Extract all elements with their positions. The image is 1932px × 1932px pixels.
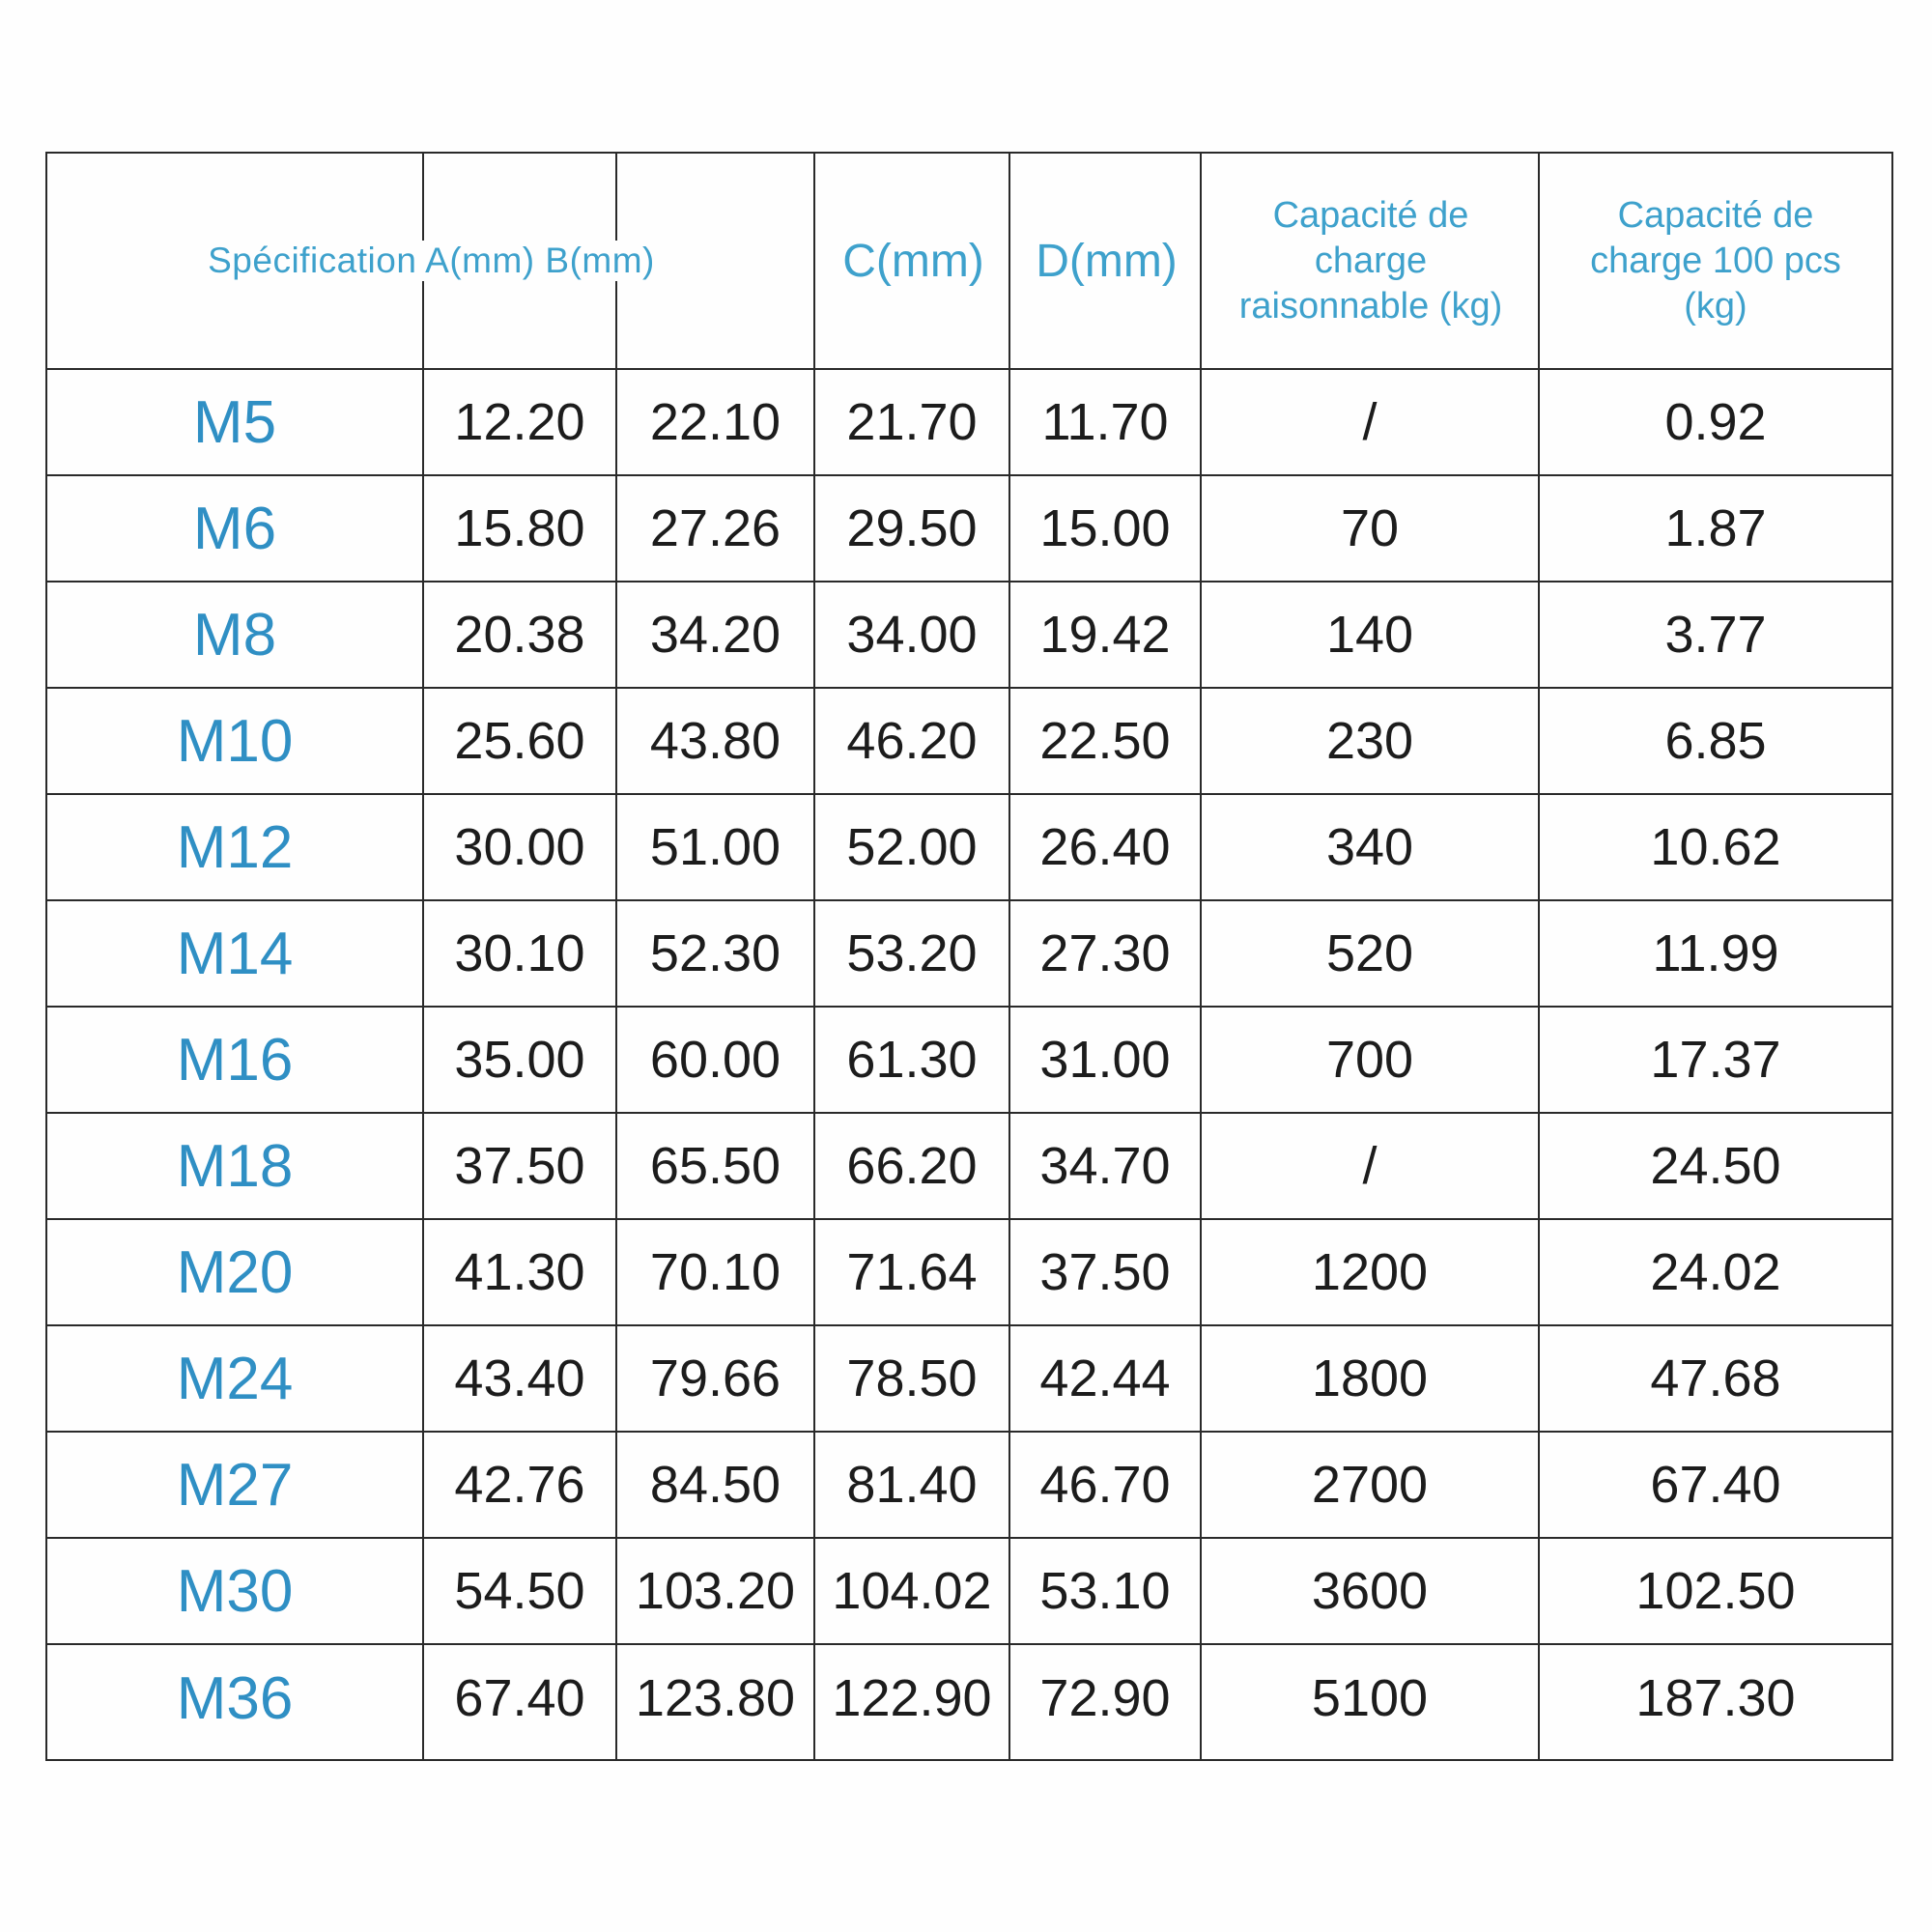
table-row [47,582,1891,689]
cell-spec: M6 [192,495,277,562]
cell-cap: 2700 [1311,1456,1429,1514]
cell-a: 37.50 [454,1137,585,1195]
cell-d: 72.90 [1039,1669,1171,1727]
cell-c: 122.90 [832,1669,992,1727]
cell-b: 84.50 [649,1456,781,1514]
cell-spec: M36 [176,1664,294,1732]
cell-b: 70.10 [649,1243,781,1301]
cell-cap100: 3.77 [1664,606,1767,664]
header-c: C(mm) [842,235,984,287]
cell-cap: 340 [1325,818,1414,876]
cell-a: 20.38 [454,606,585,664]
header-capacity-reasonable [1202,154,1540,368]
cell-b: 34.20 [649,606,781,664]
cell-c: 71.64 [846,1243,978,1301]
grid-line-1 [422,154,424,1759]
header-capacity-reasonable-line1: Capacité de [1272,194,1469,236]
cell-c: 78.50 [846,1350,978,1407]
cell-a: 30.00 [454,818,585,876]
cell-cap: 230 [1325,712,1414,770]
cell-a: 30.10 [454,924,585,982]
cell-a: 42.76 [454,1456,585,1514]
cell-d: 19.42 [1039,606,1171,664]
cell-a: 43.40 [454,1350,585,1407]
cell-cap100: 24.02 [1650,1243,1781,1301]
cell-c: 53.20 [846,924,978,982]
cell-cap100: 10.62 [1650,818,1781,876]
grid-line-5 [1200,154,1202,1759]
cell-cap100: 102.50 [1635,1562,1796,1620]
table-row [47,1008,1891,1114]
cell-cap100: 187.30 [1635,1669,1796,1727]
cell-cap: 1200 [1311,1243,1429,1301]
cell-spec: M5 [192,388,277,456]
cell-cap100: 47.68 [1650,1350,1781,1407]
cell-spec: M12 [176,813,294,881]
cell-cap: 5100 [1311,1669,1429,1727]
cell-d: 42.44 [1039,1350,1171,1407]
cell-d: 37.50 [1039,1243,1171,1301]
header-spec-a-b [47,154,815,368]
table-body [47,370,1891,1759]
cell-b: 52.30 [649,924,781,982]
cell-b: 43.80 [649,712,781,770]
cell-a: 15.80 [454,499,585,557]
cell-cap: / [1362,1137,1378,1195]
cell-a: 12.20 [454,393,585,451]
cell-cap100: 6.85 [1664,712,1767,770]
header-capacity-100 [1540,154,1891,368]
cell-cap: 140 [1325,606,1414,664]
table-row [47,1645,1891,1751]
header-capacity-100-line3: (kg) [1684,285,1747,327]
cell-cap: / [1362,393,1378,451]
cell-c: 61.30 [846,1031,978,1089]
cell-a: 54.50 [454,1562,585,1620]
cell-spec: M16 [176,1026,294,1094]
cell-cap100: 0.92 [1664,393,1767,451]
cell-cap100: 24.50 [1650,1137,1781,1195]
table-row [47,476,1891,582]
cell-d: 34.70 [1039,1137,1171,1195]
cell-b: 60.00 [649,1031,781,1089]
cell-spec: M18 [176,1132,294,1200]
cell-cap: 1800 [1311,1350,1429,1407]
cell-c: 66.20 [846,1137,978,1195]
header-capacity-100-line2: charge 100 pcs [1590,240,1841,281]
cell-c: 21.70 [846,393,978,451]
cell-b: 51.00 [649,818,781,876]
cell-spec: M8 [192,601,277,668]
header-spec-a-b-label: Spécification A(mm) B(mm) [204,241,659,281]
cell-d: 26.40 [1039,818,1171,876]
cell-c: 52.00 [846,818,978,876]
cell-b: 103.20 [635,1562,796,1620]
cell-d: 11.70 [1041,393,1169,451]
cell-d: 46.70 [1039,1456,1171,1514]
cell-b: 79.66 [649,1350,781,1407]
header-capacity-reasonable-line2: charge [1314,240,1428,281]
cell-c: 34.00 [846,606,978,664]
table-row [47,1220,1891,1326]
cell-d: 53.10 [1039,1562,1171,1620]
cell-spec: M27 [176,1451,294,1519]
cell-c: 104.02 [832,1562,992,1620]
specification-table [45,152,1893,1761]
cell-b: 123.80 [635,1669,796,1727]
cell-d: 22.50 [1039,712,1171,770]
cell-c: 46.20 [846,712,978,770]
cell-cap: 700 [1325,1031,1414,1089]
cell-spec: M24 [176,1345,294,1412]
cell-b: 65.50 [649,1137,781,1195]
table-row [47,370,1891,476]
table-row [47,1433,1891,1539]
grid-line-2 [615,154,617,1759]
cell-spec: M14 [176,920,294,987]
cell-b: 27.26 [649,499,781,557]
cell-cap: 70 [1340,499,1400,557]
grid-line-4 [1009,154,1010,1759]
cell-cap100: 67.40 [1650,1456,1781,1514]
table-row [47,1114,1891,1220]
cell-a: 25.60 [454,712,585,770]
cell-a: 67.40 [454,1669,585,1727]
cell-d: 27.30 [1039,924,1171,982]
grid-line-6 [1538,154,1540,1759]
cell-cap100: 1.87 [1664,499,1767,557]
table-header-row [47,154,1891,370]
cell-c: 29.50 [846,499,978,557]
grid-line-3 [813,154,815,1759]
cell-a: 35.00 [454,1031,585,1089]
cell-cap100: 11.99 [1652,924,1779,982]
cell-cap100: 17.37 [1650,1031,1781,1089]
table-row [47,1326,1891,1433]
cell-spec: M30 [176,1557,294,1625]
table-row [47,1539,1891,1645]
cell-b: 22.10 [649,393,781,451]
header-d: D(mm) [1036,235,1178,287]
cell-a: 41.30 [454,1243,585,1301]
table-row [47,689,1891,795]
cell-cap: 520 [1325,924,1414,982]
table-row [47,795,1891,901]
header-capacity-reasonable-line3: raisonnable (kg) [1238,285,1503,327]
cell-d: 31.00 [1039,1031,1171,1089]
cell-spec: M20 [176,1238,294,1306]
table-row [47,901,1891,1008]
cell-spec: M10 [176,707,294,775]
cell-d: 15.00 [1039,499,1171,557]
cell-c: 81.40 [846,1456,978,1514]
cell-cap: 3600 [1311,1562,1429,1620]
header-capacity-100-line1: Capacité de [1617,194,1814,236]
